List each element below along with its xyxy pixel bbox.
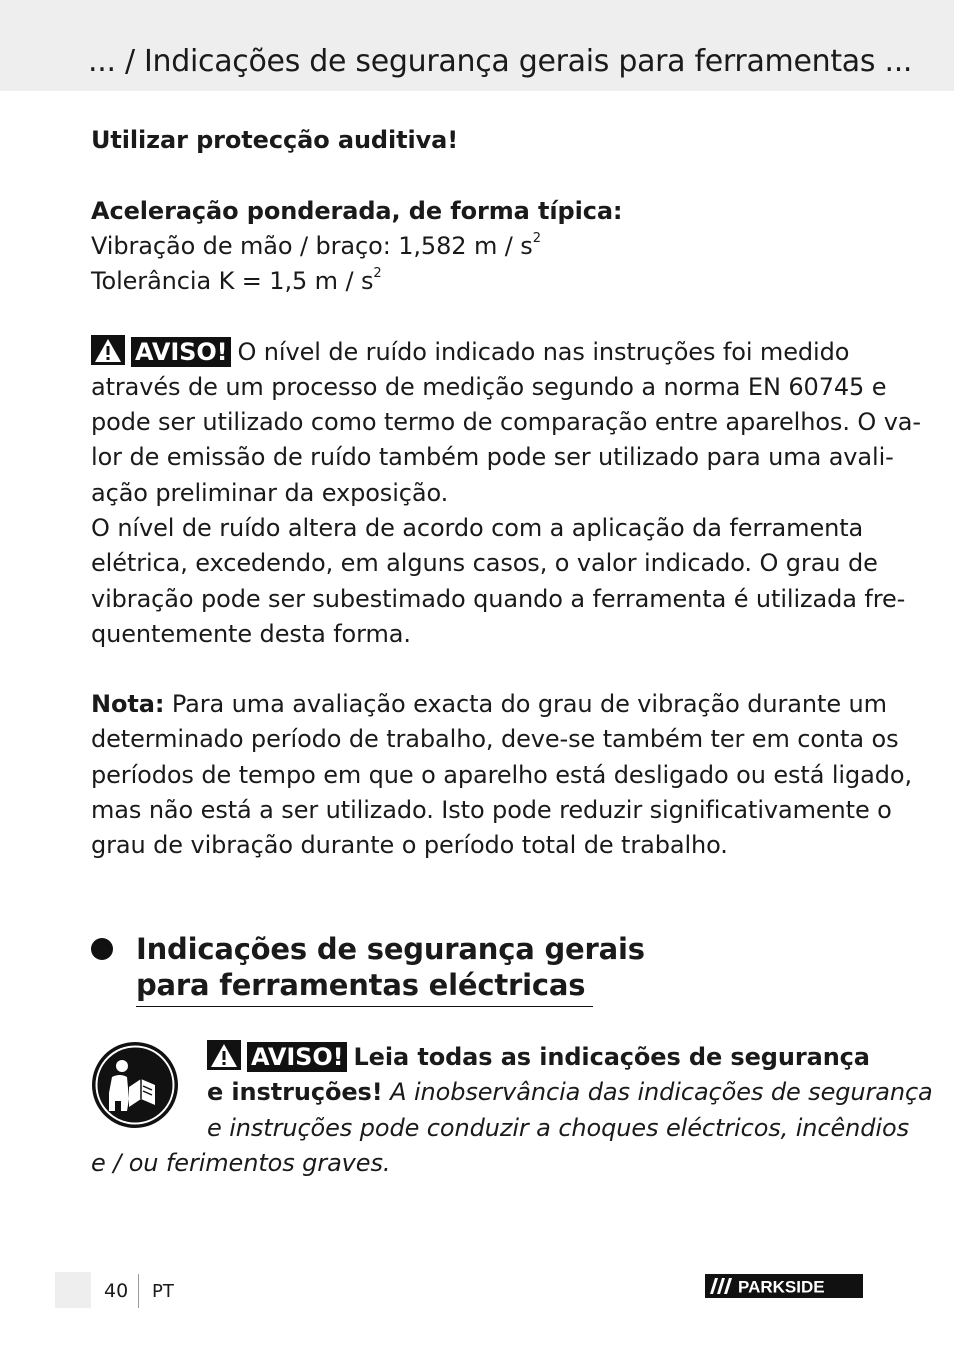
section-underline	[136, 1006, 593, 1007]
warning2-line: e / ou ferimentos graves.	[91, 1149, 391, 1177]
warning1-line: quentemente desta forma.	[91, 620, 411, 648]
footer-box	[55, 1272, 91, 1308]
warning1-line: ação preliminar da exposição.	[91, 479, 449, 507]
tolerance-value: Tolerância K = 1,5 m / $s^2$	[91, 266, 382, 295]
note-line: mas não está a ser utilizado. Isto pode reduzir significativamente o	[91, 796, 892, 824]
warning1-line: O nível de ruído altera de acordo com a aplicação da ferramenta	[91, 514, 864, 542]
page-header	[0, 0, 954, 91]
aviso-badge: AVISO!	[247, 1042, 347, 1072]
brand-text: PARKSIDE	[738, 1277, 825, 1297]
vibration-value: Vibração de mão / braço: 1,582 m / $s^2$	[91, 231, 541, 260]
warning1-line-0: AVISO! O nível de ruído indicado nas instruções foi medido	[91, 335, 849, 370]
parkside-logo	[705, 1274, 863, 1298]
page-number: 40	[104, 1280, 129, 1302]
header-title: ... / Indicações de segurança gerais para ferramentas ...	[88, 44, 913, 79]
acceleration-heading: Aceleração ponderada, de forma típica:	[91, 197, 623, 225]
note-line: grau de vibração durante o período total de trabalho.	[91, 831, 728, 859]
note-line: determinado período de trabalho, deve-se também ter em conta os	[91, 725, 899, 753]
warning-triangle-icon	[207, 1040, 241, 1070]
aviso-badge: AVISO!	[131, 337, 231, 367]
warning2-line-0: AVISO! Leia todas as indicações de segurança	[207, 1040, 870, 1075]
hearing-protection-text: Utilizar protecção auditiva!	[91, 126, 459, 154]
warning2-line-1: e instruções! A inobservância das indicações de segurança	[207, 1078, 933, 1106]
language-code: PT	[152, 1281, 174, 1302]
warning2-line: e instruções pode conduzir a choques eléctricos, incêndios	[207, 1114, 909, 1142]
warning1-line: pode ser utilizado como termo de comparação entre aparelhos. O va-	[91, 408, 921, 436]
warning1-line: através de um processo de medição segundo a norma EN 60745 e	[91, 373, 887, 401]
note-label: Nota:	[91, 690, 165, 718]
footer-divider	[138, 1274, 139, 1308]
note-line: períodos de tempo em que o aparelho está desligado ou está ligado,	[91, 761, 912, 789]
section-title-line1: Indicações de segurança gerais	[136, 932, 645, 966]
section-title-line2: para ferramentas eléctricas	[136, 968, 586, 1002]
warning1-line: vibração pode ser subestimado quando a ferramenta é utilizada fre-	[91, 585, 906, 613]
read-manual-icon	[91, 1041, 179, 1129]
warning-triangle-icon	[91, 335, 125, 365]
note-line-0: Nota: Para uma avaliação exacta do grau de vibração durante um	[91, 690, 887, 718]
warning1-line: lor de emissão de ruído também pode ser utilizado para uma avali-	[91, 443, 894, 471]
section-bullet	[91, 938, 113, 960]
warning1-line: elétrica, excedendo, em alguns casos, o valor indicado. O grau de	[91, 549, 878, 577]
